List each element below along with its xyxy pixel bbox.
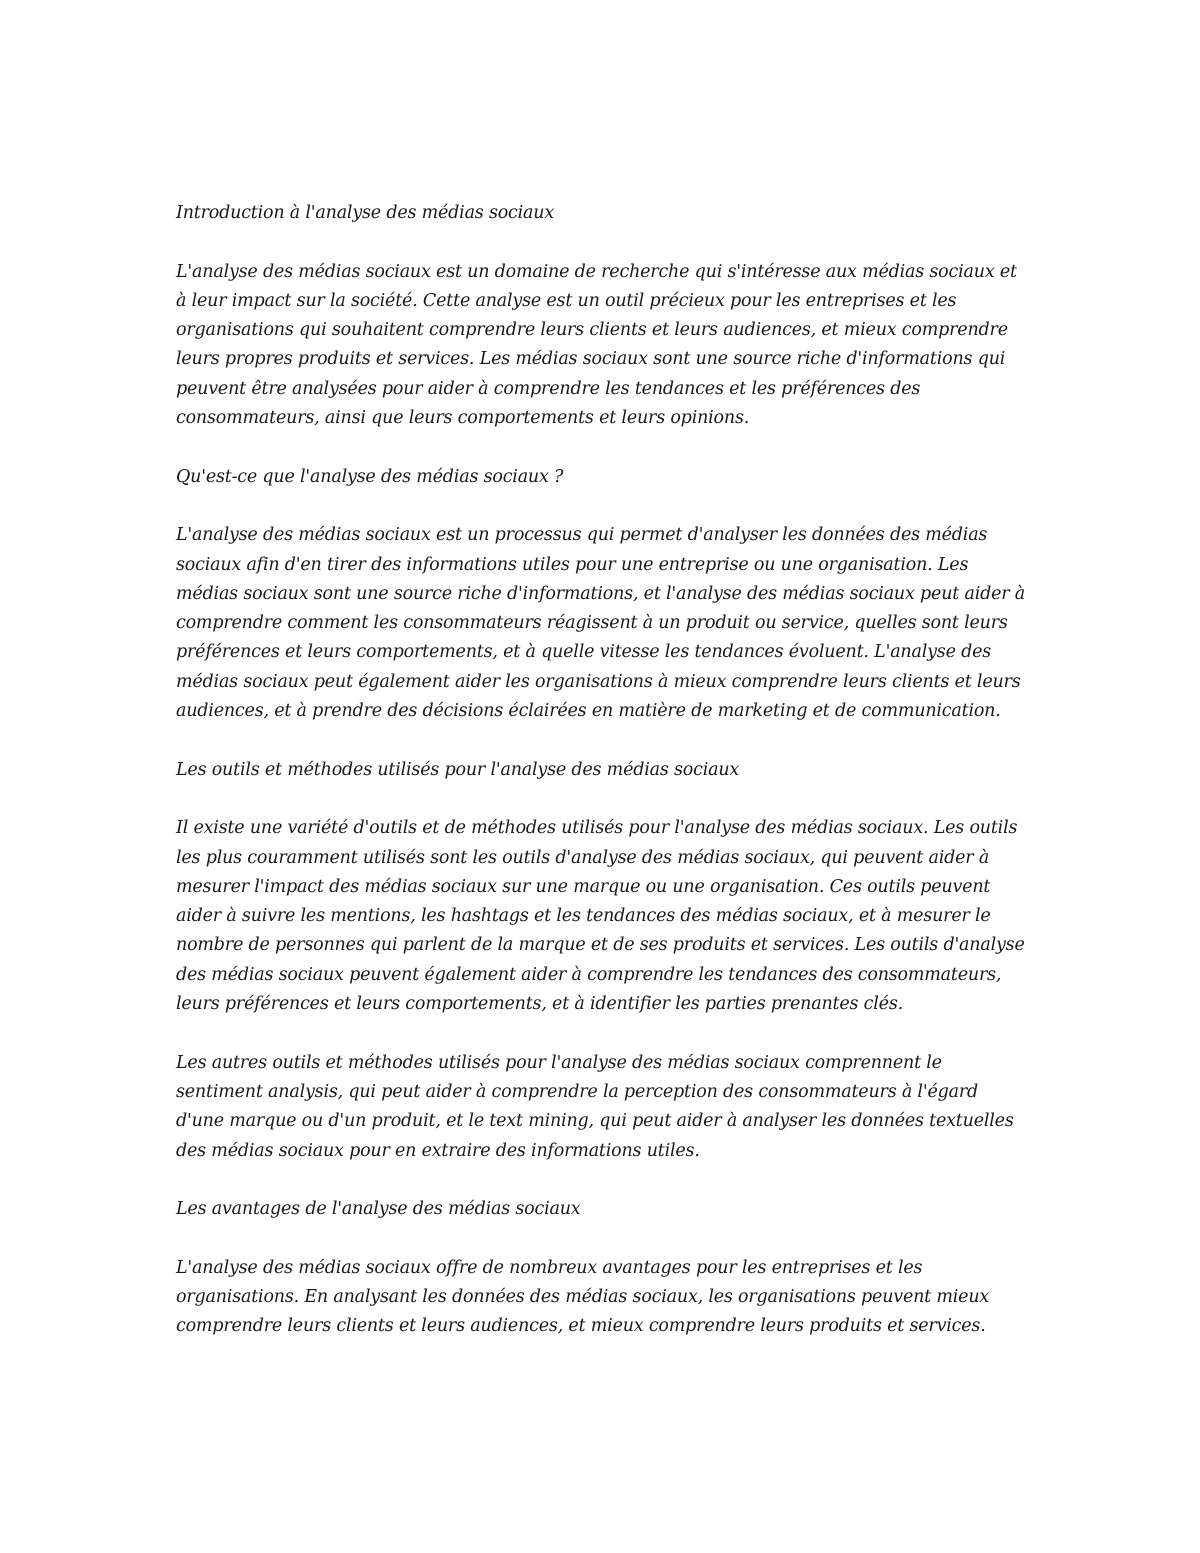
section-heading-advantages: Les avantages de l'analyse des médias sociaux: [176, 1199, 581, 1220]
paragraph: Les autres outils et méthodes utilisés pour l'analyse des médias sociaux comprennent le sentiment analysis, qui peut aider à comprendre la perception des consommateurs à l'égard d'une marque ou d'un produit, et le text mining, qui peut aider à analyser les données textuelles des médias sociaux pour en extraire des informations utiles.: [176, 1052, 1014, 1161]
paragraph: Il existe une variété d'outils et de méthodes utilisés pour l'analyse des médias sociaux. Les outils les plus couramment utilisés sont les outils d'analyse des médias sociaux, qui peuvent aider à mesurer l'impact des médias sociaux sur une marque ou une organisation. Ces outils peuvent aider à suivre les mentions, les hashtags et les tendances des médias sociaux, et à mesurer le nombre de personnes qui parlent de la marque et de ses produits et services. Les outils d'analyse des médias sociaux peuvent également aider à comprendre les tendances des consommateurs, leurs préférences et leurs comportements, et à identifier les parties prenantes clés.: [176, 818, 1025, 1015]
section-heading-introduction: Introduction à l'analyse des médias sociaux: [176, 203, 555, 223]
document-body: [176, 199, 1026, 1371]
section-heading-definition: Qu'est-ce que l'analyse des médias sociaux ?: [176, 466, 564, 487]
section-heading-tools-methods: Les outils et méthodes utilisés pour l'analyse des médias sociaux: [176, 759, 740, 780]
paragraph: L'analyse des médias sociaux est un processus qui permet d'analyser les données des médias sociaux afin d'en tirer des informations utiles pour une entreprise ou une organisation. Les médias sociaux sont une source riche d'informations, et l'analyse des médias sociaux peut aider à comprendre comment les consommateurs réagissent à un produit ou service, quelles sont leurs préférences et leurs comportements, et à quelle vitesse les tendances évoluent. L'analyse des médias sociaux peut également aider les organisations à mieux comprendre leurs clients et leurs audiences, et à prendre des décisions éclairées en matière de marketing et de communication.: [176, 525, 1026, 722]
paragraph: L'analyse des médias sociaux est un domaine de recherche qui s'intéresse aux médias sociaux et à leur impact sur la société. Cette analyse est un outil précieux pour les entreprises et les organisations qui souhaitent comprendre leurs clients et leurs audiences, et mieux comprendre leurs propres produits et services. Les médias sociaux sont une source riche d'informations qui peuvent être analysées pour aider à comprendre les tendances et les préférences des consommateurs, ainsi que leurs comportements et leurs opinions.: [176, 261, 1017, 429]
paragraph: L'analyse des médias sociaux offre de nombreux avantages pour les entreprises et les organisations. En analysant les données des médias sociaux, les organisations peuvent mieux comprendre leurs clients et leurs audiences, et mieux comprendre leurs produits et services.: [176, 1257, 990, 1337]
